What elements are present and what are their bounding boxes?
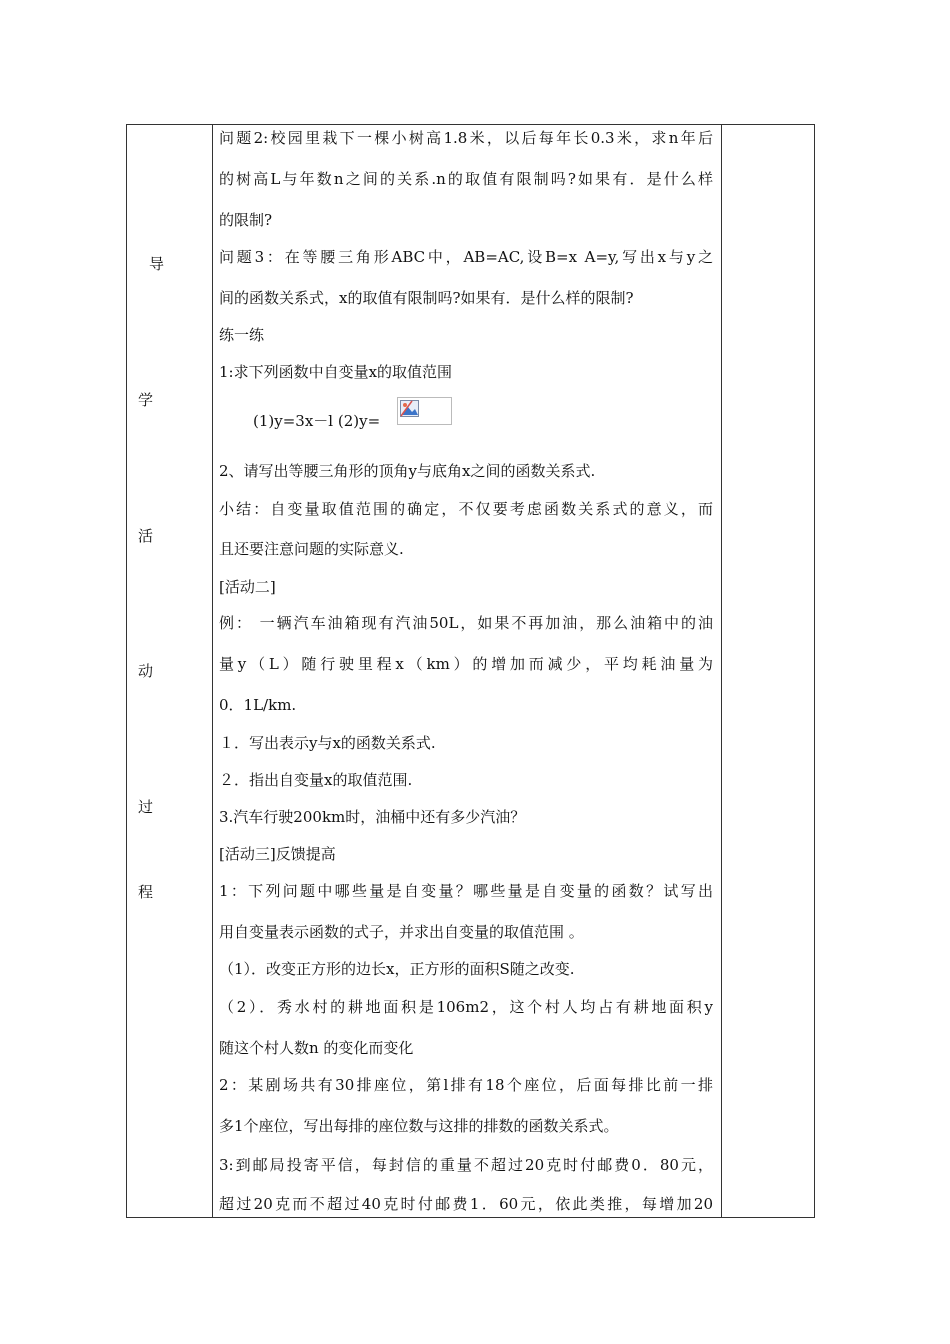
text-line: 问题2:校园里栽下一棵小树高1.8米，以后每年长0.3米，求n年后 (219, 129, 713, 147)
text-line: （1）．改变正方形的边长x，正方形的面积S随之改变. (219, 960, 575, 978)
text-line: 练一练 (219, 326, 265, 344)
text-line: 间的函数关系式，x的取值有限制吗?如果有．是什么样的限制? (219, 289, 634, 307)
text-line: 超过20克而不超过40克时付邮费1．60元，依此类推，每增加20 (219, 1195, 713, 1213)
text-line: 量y（L）随行驶里程x（km）的增加而减少，平均耗油量为 (219, 655, 713, 673)
formula-line: (1)y=3x－l (2)y= (253, 412, 381, 430)
column-divider-left (212, 125, 213, 1217)
text-line: 1：下列问题中哪些量是自变量？哪些量是自变量的函数？试写出 (219, 882, 713, 900)
text-line: 3:到邮局投寄平信，每封信的重量不超过20克时付邮费0．80元， (219, 1156, 713, 1174)
lesson-table (126, 124, 815, 1218)
side-label-char: 过 (138, 798, 154, 816)
text-line: 的限制? (219, 211, 273, 229)
text-line: 3.汽车行驶200km时，油桶中还有多少汽油？ (219, 808, 526, 826)
text-line: 多1个座位，写出每排的座位数与这排的排数的函数关系式。 (219, 1117, 619, 1135)
text-line: １．写出表示y与x的函数关系式. (219, 734, 436, 752)
side-label-char: 程 (138, 883, 154, 901)
text-line: 1:求下列函数中自变量x的取值范围 (219, 363, 453, 381)
side-label-char: 学 (138, 391, 154, 409)
text-line: 问题3：在等腰三角形ABC中，AB=AC,设B=x A=y,写出x与y之 (219, 248, 713, 266)
text-line: 例： 一辆汽车油箱现有汽油50L，如果不再加油，那么油箱中的油 (219, 614, 713, 632)
text-line: 且还要注意问题的实际意义. (219, 540, 404, 558)
text-line: 用自变量表示函数的式子，并求出自变量的取值范围 。 (219, 923, 584, 941)
side-label-char: 导 (149, 255, 165, 273)
text-line: ２．指出自变量x的取值范围. (219, 771, 413, 789)
text-line: [活动三]反馈提高 (219, 845, 336, 863)
text-line: 0．1L/km. (219, 696, 297, 714)
column-divider-right (721, 125, 722, 1217)
text-line: 的树高L与年数n之间的关系.n的取值有限制吗?如果有．是什么样 (219, 170, 713, 188)
text-line: 随这个村人数n 的变化而变化 (219, 1039, 414, 1057)
text-line: （2）．秀水村的耕地面积是106m2，这个村人均占有耕地面积y (219, 998, 713, 1016)
side-label-char: 动 (138, 662, 154, 680)
side-label-char: 活 (138, 527, 154, 545)
side-label-column (127, 125, 212, 1217)
broken-image-icon (397, 397, 452, 425)
text-line: 小结：自变量取值范围的确定，不仅要考虑函数关系式的意义，而 (219, 500, 713, 518)
text-line: 2：某剧场共有30排座位，第l排有18个座位，后面每排比前一排 (219, 1076, 713, 1094)
text-line: 2、请写出等腰三角形的顶角y与底角x之间的函数关系式. (219, 462, 596, 480)
text-line: [活动二] (219, 578, 276, 596)
